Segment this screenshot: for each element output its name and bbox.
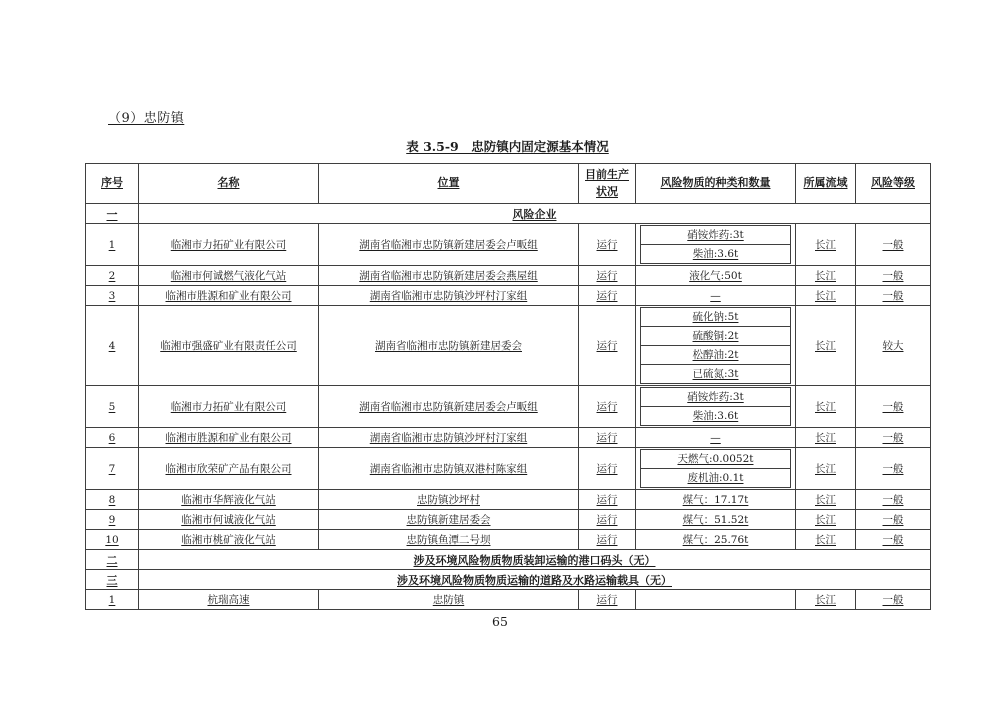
- cell-serial-text: 4: [108, 339, 116, 352]
- material-item: [641, 308, 790, 327]
- cell-serial-text: 8: [108, 493, 116, 506]
- cell-risk-level-text: 一般: [882, 534, 904, 546]
- cell-status: [579, 286, 636, 306]
- column-header-text: 名称: [217, 176, 240, 190]
- cell-basin-text: 长江: [815, 463, 836, 475]
- cell-risk-level-text: 一般: [882, 463, 904, 475]
- cell-risk-level-text: 一般: [882, 594, 904, 606]
- cell-basin: [796, 306, 856, 386]
- column-header-text: 所属流域: [803, 176, 848, 190]
- cell-section-text-text: 涉及环境风险物质物质运输的道路及水路运输载具（无）: [397, 573, 672, 587]
- material-item-text: —: [710, 431, 721, 444]
- cell-name-text: 临湘市桃矿液化气站: [181, 534, 276, 546]
- cell-risk-level-text: 一般: [882, 239, 904, 251]
- cell-risk-level: [856, 266, 931, 286]
- cell-risk-level: [856, 490, 931, 510]
- cell-location-text: 湖南省临湘市忠防镇双港村陈家组: [369, 463, 528, 475]
- cell-name: [139, 490, 319, 510]
- cell-basin-text: 长江: [815, 594, 836, 606]
- cell-serial: [86, 428, 139, 448]
- data-row: [86, 448, 931, 490]
- cell-name-text: 杭瑞高速: [207, 594, 250, 606]
- cell-serial: [86, 306, 139, 386]
- material-item-text: 已硫氮:3t: [692, 368, 739, 380]
- column-header-text: 序号: [101, 176, 123, 190]
- cell-name-text: 临湘市华辉液化气站: [181, 494, 276, 506]
- material-item-text: 柴油:3.6t: [692, 248, 739, 260]
- cell-location: [319, 428, 579, 448]
- cell-serial: [86, 266, 139, 286]
- cell-location-text: 湖南省临湘市忠防镇新建居委会卢畈组: [359, 401, 538, 413]
- cell-name: [139, 530, 319, 550]
- column-header-text: 位置: [437, 176, 460, 190]
- cell-status: [579, 306, 636, 386]
- data-row: [86, 386, 931, 428]
- cell-status: [579, 530, 636, 550]
- cell-risk-level-text: 一般: [882, 270, 904, 282]
- material-item: [641, 226, 790, 245]
- cell-section-text: [139, 550, 931, 570]
- cell-name-text: 临湘市何诚液化气站: [181, 514, 276, 526]
- cell-name: [139, 224, 319, 266]
- cell-status-text: 运行: [596, 594, 618, 606]
- column-header-4: [636, 164, 796, 204]
- cell-materials: [636, 286, 796, 306]
- cell-location-text: 湖南省临湘市忠防镇新建居委会燕屋组: [359, 270, 538, 282]
- cell-name-text: 临湘市何诚燃气液化气站: [170, 270, 287, 282]
- cell-serial-text: 9: [108, 513, 116, 526]
- cell-basin-text: 长江: [815, 401, 836, 413]
- cell-status: [579, 590, 636, 610]
- cell-location-text: 忠防镇: [432, 594, 465, 606]
- cell-basin-text: 长江: [815, 534, 836, 546]
- cell-name-text: 临湘市欣荣矿产品有限公司: [165, 463, 292, 475]
- data-row: [86, 530, 931, 550]
- cell-basin: [796, 530, 856, 550]
- material-item-text: 煤气：25.76t: [682, 534, 749, 546]
- cell-basin: [796, 224, 856, 266]
- cell-location: [319, 386, 579, 428]
- cell-section-no: [86, 550, 139, 570]
- cell-name: [139, 448, 319, 490]
- material-item: [641, 365, 790, 383]
- cell-location-text: 忠防镇新建居委会: [406, 514, 491, 526]
- data-row: [86, 286, 931, 306]
- cell-status-text: 运行: [596, 239, 618, 251]
- cell-location: [319, 224, 579, 266]
- cell-name: [139, 286, 319, 306]
- data-row: [86, 224, 931, 266]
- cell-risk-level: [856, 510, 931, 530]
- cell-risk-level: [856, 428, 931, 448]
- material-item-text: 硝铵炸药:3t: [687, 391, 744, 403]
- data-row: [86, 590, 931, 610]
- cell-materials: [636, 306, 796, 386]
- material-item: [641, 407, 790, 425]
- material-item: [641, 346, 790, 365]
- cell-status-text: 运行: [596, 270, 618, 282]
- materials-stack: [640, 225, 791, 264]
- cell-serial-text: 1: [108, 593, 116, 606]
- cell-name: [139, 386, 319, 428]
- data-row: [86, 306, 931, 386]
- material-item: [641, 327, 790, 346]
- cell-materials: [636, 510, 796, 530]
- material-item-text: 煤气：51.52t: [682, 514, 749, 526]
- cell-status: [579, 448, 636, 490]
- cell-section-no-text: 二: [106, 553, 118, 567]
- cell-risk-level-text: 一般: [882, 290, 904, 302]
- cell-status-text: 运行: [596, 514, 618, 526]
- cell-serial-text: 7: [108, 462, 116, 475]
- cell-serial-text: 5: [108, 400, 116, 413]
- cell-status-text: 运行: [596, 401, 618, 413]
- cell-basin: [796, 266, 856, 286]
- cell-name-text: 临湘市胜源和矿业有限公司: [165, 290, 292, 302]
- cell-basin-text: 长江: [815, 514, 836, 526]
- cell-serial: [86, 386, 139, 428]
- cell-location: [319, 286, 579, 306]
- cell-basin: [796, 590, 856, 610]
- cell-location-text: 湖南省临湘市忠防镇新建居委会卢畈组: [359, 239, 538, 251]
- material-item-text: 硫化钠:5t: [692, 311, 739, 323]
- material-item-text: 硝铵炸药:3t: [687, 229, 744, 241]
- material-item: [641, 450, 790, 469]
- cell-risk-level-text: 一般: [882, 494, 904, 506]
- fixed-sources-table: [85, 163, 931, 610]
- material-item-text: 柴油:3.6t: [692, 410, 739, 422]
- cell-risk-level: [856, 530, 931, 550]
- cell-basin: [796, 448, 856, 490]
- cell-location: [319, 530, 579, 550]
- cell-status-text: 运行: [596, 340, 618, 352]
- section-row: [86, 204, 931, 224]
- cell-section-no-text: 三: [106, 573, 118, 587]
- cell-serial: [86, 530, 139, 550]
- cell-section-text-text: 风险企业: [512, 207, 557, 221]
- material-item: [641, 469, 790, 487]
- cell-name: [139, 510, 319, 530]
- cell-name: [139, 306, 319, 386]
- table-title-text: 表 3.5-9 忠防镇内固定源基本情况: [406, 139, 609, 154]
- section-row: [86, 550, 931, 570]
- column-header-2: [319, 164, 579, 204]
- cell-name-text: 临湘市力拓矿业有限公司: [170, 239, 287, 251]
- cell-location: [319, 490, 579, 510]
- column-header-text: 目前生产状况: [585, 168, 629, 198]
- cell-materials: [636, 590, 796, 610]
- data-row: [86, 266, 931, 286]
- cell-section-no: [86, 204, 139, 224]
- column-header-1: [139, 164, 319, 204]
- cell-risk-level: [856, 306, 931, 386]
- material-item-text: 松醇油:2t: [692, 349, 739, 361]
- cell-basin: [796, 386, 856, 428]
- material-item-text: 天燃气:0.0052t: [677, 453, 754, 465]
- data-row: [86, 428, 931, 448]
- material-item-text: 煤气：17.17t: [682, 494, 749, 506]
- cell-section-text: [139, 204, 931, 224]
- material-item: [641, 245, 790, 263]
- cell-serial: [86, 448, 139, 490]
- cell-section-text-text: 涉及环境风险物质物质装卸运输的港口码头（无）: [413, 553, 656, 567]
- cell-location-text: 湖南省临湘市忠防镇沙坪村汀家组: [369, 432, 528, 444]
- cell-risk-level-text: 一般: [882, 401, 904, 413]
- cell-status-text: 运行: [596, 463, 618, 475]
- cell-basin-text: 长江: [815, 432, 836, 444]
- cell-materials: [636, 266, 796, 286]
- cell-status: [579, 490, 636, 510]
- cell-basin: [796, 428, 856, 448]
- cell-basin-text: 长江: [815, 340, 836, 352]
- cell-risk-level: [856, 286, 931, 306]
- cell-location: [319, 306, 579, 386]
- material-item-text: 硫酸铜:2t: [692, 330, 739, 342]
- page-number: 65: [492, 614, 508, 629]
- cell-location: [319, 510, 579, 530]
- cell-status-text: 运行: [596, 432, 618, 444]
- column-header-0: [86, 164, 139, 204]
- cell-status-text: 运行: [596, 534, 618, 546]
- column-header-5: [796, 164, 856, 204]
- cell-name: [139, 266, 319, 286]
- material-item-text: 废机油:0.1t: [687, 472, 744, 484]
- cell-name: [139, 428, 319, 448]
- cell-status: [579, 428, 636, 448]
- material-item: [641, 388, 790, 407]
- cell-serial-text: 10: [105, 533, 119, 546]
- cell-risk-level: [856, 386, 931, 428]
- cell-serial: [86, 224, 139, 266]
- cell-name-text: 临湘市强盛矿业有限责任公司: [160, 340, 297, 352]
- cell-status-text: 运行: [596, 290, 618, 302]
- table-title: [85, 137, 930, 155]
- cell-status: [579, 266, 636, 286]
- materials-stack: [640, 449, 791, 488]
- cell-section-text: [139, 570, 931, 590]
- cell-materials: [636, 530, 796, 550]
- cell-status-text: 运行: [596, 494, 618, 506]
- cell-basin: [796, 510, 856, 530]
- cell-name: [139, 590, 319, 610]
- cell-section-no-text: 一: [106, 207, 118, 221]
- materials-stack: [640, 307, 791, 384]
- cell-materials: [636, 448, 796, 490]
- cell-serial-text: 1: [108, 238, 116, 251]
- section-heading-text: （9）忠防镇: [108, 111, 185, 126]
- cell-risk-level-text: 一般: [882, 432, 904, 444]
- column-header-6: [856, 164, 931, 204]
- column-header-3: [579, 164, 636, 204]
- section-heading: [108, 107, 184, 126]
- cell-risk-level-text: 较大: [882, 340, 904, 352]
- cell-serial-text: 3: [108, 289, 116, 302]
- materials-stack: [640, 387, 791, 426]
- cell-location-text: 忠防镇沙坪村: [417, 494, 480, 506]
- data-row: [86, 510, 931, 530]
- table-header-row: [86, 164, 931, 204]
- cell-risk-level-text: 一般: [882, 514, 904, 526]
- cell-risk-level: [856, 590, 931, 610]
- cell-status: [579, 510, 636, 530]
- cell-serial: [86, 590, 139, 610]
- material-item-text: —: [710, 289, 721, 302]
- cell-risk-level: [856, 224, 931, 266]
- cell-basin-text: 长江: [815, 494, 836, 506]
- cell-materials: [636, 490, 796, 510]
- cell-name-text: 临湘市力拓矿业有限公司: [170, 401, 287, 413]
- cell-materials: [636, 224, 796, 266]
- cell-serial-text: 2: [108, 269, 116, 282]
- cell-location-text: 湖南省临湘市忠防镇沙坪村汀家组: [369, 290, 528, 302]
- cell-status: [579, 224, 636, 266]
- cell-basin: [796, 286, 856, 306]
- cell-section-no: [86, 570, 139, 590]
- cell-materials: [636, 386, 796, 428]
- cell-serial: [86, 510, 139, 530]
- cell-name-text: 临湘市胜源和矿业有限公司: [165, 432, 292, 444]
- cell-location: [319, 266, 579, 286]
- cell-location: [319, 448, 579, 490]
- cell-serial: [86, 286, 139, 306]
- cell-basin-text: 长江: [815, 290, 836, 302]
- cell-risk-level: [856, 448, 931, 490]
- cell-serial-text: 6: [108, 431, 116, 444]
- cell-basin-text: 长江: [815, 239, 836, 251]
- cell-status: [579, 386, 636, 428]
- material-item-text: 液化气:50t: [689, 270, 742, 282]
- cell-location-text: 忠防镇鱼潭二号坝: [406, 534, 491, 546]
- data-row: [86, 490, 931, 510]
- cell-serial: [86, 490, 139, 510]
- column-header-text: 风险等级: [871, 176, 915, 190]
- column-header-text: 风险物质的种类和数量: [660, 176, 771, 190]
- cell-basin: [796, 490, 856, 510]
- section-row: [86, 570, 931, 590]
- cell-location-text: 湖南省临湘市忠防镇新建居委会: [375, 340, 522, 352]
- cell-basin-text: 长江: [815, 270, 836, 282]
- cell-materials: [636, 428, 796, 448]
- cell-location: [319, 590, 579, 610]
